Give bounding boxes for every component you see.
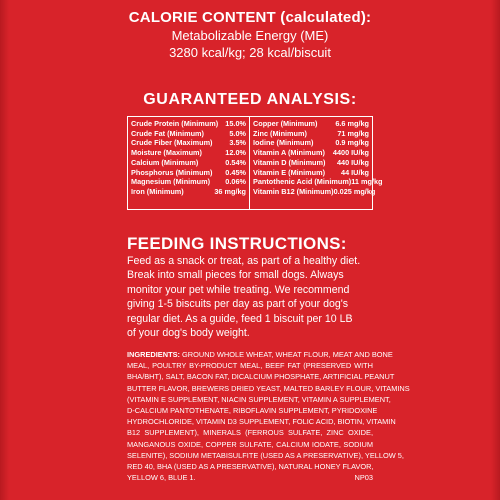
- ingredients-label: INGREDIENTS:: [127, 350, 180, 359]
- analysis-row: [253, 119, 369, 129]
- nutrient-label: Vitamin A (Minimum): [253, 148, 325, 158]
- nutrient-label: Phosphorus (Minimum): [131, 167, 213, 177]
- analysis-row: [253, 186, 376, 197]
- ingredients-line: BHA/BHT), SALT, BACON FAT, DICALCIUM PHOSPHATE, ARTIFICIAL PEANUT: [127, 372, 395, 382]
- analysis-row: [131, 168, 246, 178]
- ingredients-line: HYDROCHLORIDE, VITAMIN D3 SUPPLEMENT, FOLIC ACID, BIOTIN, VITAMIN: [127, 417, 396, 427]
- feeding-line: Feed as a snack or treat, as part of a healthy diet.: [127, 255, 361, 267]
- analysis-row: [253, 138, 369, 148]
- ingredients-line: MANGANOUS OXIDE, COPPER SULFATE, CALCIUM IODATE, SODIUM: [127, 439, 373, 449]
- nutrient-value: 3.5%: [229, 138, 246, 148]
- nutrient-label: Vitamin D (Minimum): [253, 157, 326, 167]
- metabolizable-energy-label: Metabolizable Energy (ME): [171, 28, 329, 43]
- ingredients-line: RED 40, BHA (USED AS A PRESERVATIVE), NATURAL HONEY FLAVOR,: [127, 462, 374, 472]
- nutrient-label: Calcium (Minimum): [131, 157, 199, 167]
- analysis-row: [131, 138, 246, 148]
- calorie-heading: CALORIE CONTENT (calculated):: [128, 9, 372, 26]
- ingredients-last-line: [127, 472, 373, 483]
- nutrient-value: 11 mg/kg: [351, 177, 383, 187]
- calorie-content: [0, 8, 500, 61]
- nutrient-value: 0.025 mg/kg: [333, 186, 376, 196]
- nutrient-value: 0.06%: [225, 177, 246, 187]
- nutrient-value: 4400 IU/kg: [332, 148, 369, 158]
- ingredients-line: D-CALCIUM PANTOTHENATE, RIBOFLAVIN SUPPLEMENT, PYRIDOXINE: [127, 406, 378, 416]
- analysis-row: [131, 119, 246, 129]
- nutrient-value: 36 mg/kg: [214, 186, 246, 196]
- guaranteed-analysis-table: [127, 116, 383, 210]
- analysis-row: [131, 177, 246, 187]
- nutrient-value: 12.0%: [225, 148, 246, 158]
- feeding-line: regular diet. As a guide, feed 1 biscuit per 10 LB: [127, 312, 353, 325]
- nutrient-label: Moisture (Maximum): [131, 148, 202, 158]
- nutrient-value: 6.6 mg/kg: [335, 119, 369, 128]
- analysis-row: [253, 148, 369, 158]
- analysis-row: [131, 129, 246, 139]
- nutrient-label: Iodine (Minimum): [253, 138, 314, 148]
- nutrient-value: 5.0%: [229, 128, 246, 138]
- nutrient-label: Iron (Minimum): [131, 186, 184, 196]
- nutrient-label: Crude Protein (Minimum): [131, 119, 219, 128]
- analysis-row: [253, 168, 369, 178]
- nutrient-label: Magnesium (Minimum): [131, 177, 211, 187]
- guaranteed-analysis-title: GUARANTEED ANALYSIS:: [143, 91, 357, 108]
- nutrient-value: 0.9 mg/kg: [335, 138, 369, 148]
- ingredients-line: (VITAMIN E SUPPLEMENT, NIACIN SUPPLEMENT, VITAMIN A SUPPLEMENT,: [127, 394, 391, 404]
- feeding-instructions-text: [127, 254, 373, 340]
- product-code: NP03: [354, 473, 373, 483]
- ingredients-line: MEAL, POULTRY BY-PRODUCT MEAL, BEEF FAT (PRESERVED WITH: [127, 361, 373, 371]
- analysis-left-column: [128, 117, 250, 209]
- analysis-row: [253, 158, 369, 168]
- ingredients-line: B12 SUPPLEMENT), MINERALS (FERROUS SULFATE, ZINC OXIDE,: [127, 428, 373, 438]
- nutrient-label: Vitamin B12 (Minimum): [253, 186, 334, 196]
- analysis-row: [253, 177, 383, 187]
- feeding-line: Break into small pieces for small dogs. Always: [127, 269, 344, 282]
- nutrient-value: 71 mg/kg: [337, 128, 369, 138]
- nutrient-label: Zinc (Minimum): [253, 128, 307, 138]
- nutrient-value: 0.54%: [225, 157, 246, 167]
- feeding-instructions-title: FEEDING INSTRUCTIONS:: [127, 234, 347, 253]
- nutrient-value: 0.45%: [225, 167, 246, 177]
- ingredients-line: SELENITE), SODIUM METABISULFITE (USED AS A PRESERVATIVE), YELLOW 5,: [127, 450, 404, 460]
- nutrient-label: Crude Fat (Minimum): [131, 128, 204, 138]
- ingredients-text: GROUND WHOLE WHEAT, WHEAT FLOUR, MEAT AND BONE: [182, 350, 393, 359]
- right-edge-shadow: [491, 0, 500, 500]
- feeding-line: giving 1-5 biscuits per day as part of your dog's: [127, 298, 349, 311]
- nutrient-label: Vitamin E (Minimum): [253, 167, 326, 177]
- feeding-line: monitor your pet while treating. We recommend: [127, 283, 350, 296]
- ingredients-block: [127, 349, 410, 483]
- ingredients-line: [127, 349, 393, 360]
- analysis-row: [131, 158, 246, 168]
- nutrient-value: 44 IU/kg: [341, 167, 369, 177]
- analysis-row: [131, 187, 246, 197]
- calorie-values: 3280 kcal/kg; 28 kcal/biscuit: [169, 45, 331, 60]
- nutrient-value: 440 IU/kg: [336, 157, 369, 167]
- analysis-right-column: [250, 117, 383, 209]
- nutrient-value: 15.0%: [225, 119, 246, 128]
- left-edge-shadow: [0, 0, 9, 500]
- ingredients-text: YELLOW 6, BLUE 1.: [127, 473, 196, 483]
- ingredients-line: BUTTER FLAVOR, BREWERS DRIED YEAST, MALTED BARLEY FLOUR, VITAMINS: [127, 383, 410, 393]
- nutrient-label: Crude Fiber (Maximum): [131, 138, 213, 148]
- analysis-row: [253, 129, 369, 139]
- nutrient-label: Copper (Minimum): [253, 119, 318, 128]
- nutrient-label: Pantothenic Acid (Minimum): [253, 177, 352, 187]
- analysis-row: [131, 148, 246, 158]
- feeding-line: of your dog's body weight.: [127, 327, 250, 340]
